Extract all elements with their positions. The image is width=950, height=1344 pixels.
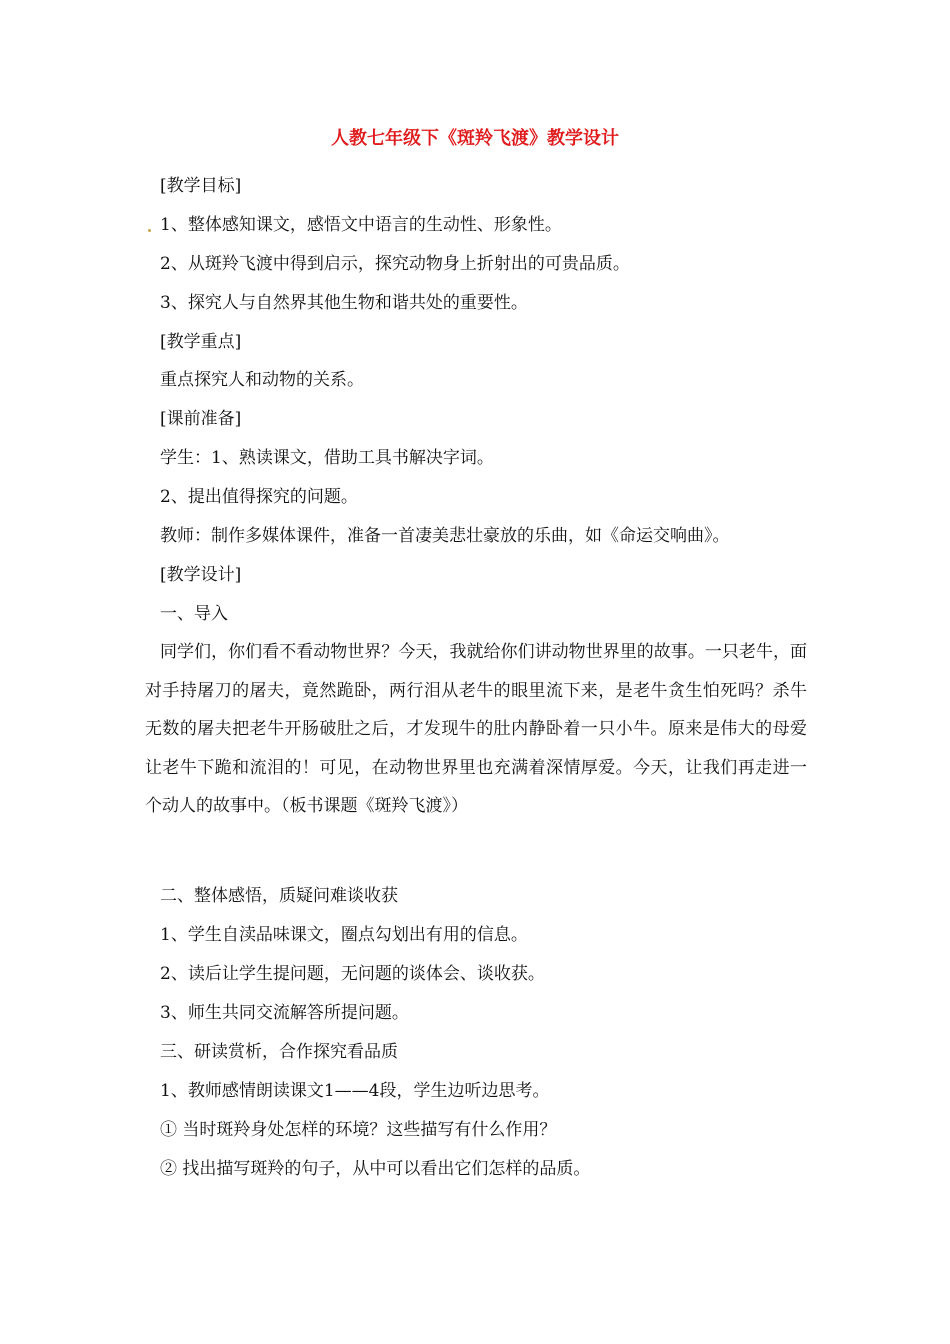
section-1-heading: 一、导入 bbox=[160, 604, 228, 624]
goal-item-1: 1、整体感知课文，感悟文中语言的生动性、形象性。 bbox=[160, 215, 562, 235]
student-preparation: 学生：1、熟读课文，借助工具书解决字词。 bbox=[160, 448, 494, 468]
section-2-item-2: 2、读后让学生提问题，无问题的谈体会、谈收获。 bbox=[160, 964, 545, 984]
heading-key-points: [教学重点] bbox=[160, 332, 242, 352]
introduction-paragraph: 同学们，你们看不看动物世界？今天，我就给你们讲动物世界里的故事。一只老牛，面对手持屠刀的屠夫，竟然跪卧，两行泪从老牛的眼里流下来，是老牛贪生怕死吗？杀牛无数的屠夫把老牛开肠破肚之后，才发现牛的肚内静卧着一只小牛。原来是伟大的母爱让老牛下跪和流泪的！可见，在动物世界里也充满着深情厚爱。今天，让我们再走进一个动人的故事中。（板书课题《斑羚飞渡》） bbox=[145, 642, 807, 816]
teacher-preparation: 教师：制作多媒体课件，准备一首凄美悲壮豪放的乐曲，如《命运交响曲》。 bbox=[160, 526, 730, 546]
question-1: ① 当时斑羚身处怎样的环境？这些描写有什么作用？ bbox=[160, 1120, 557, 1140]
heading-teaching-goals: [教学目标] bbox=[160, 176, 242, 196]
document-title: 人教七年级下《斑羚飞渡》教学设计 bbox=[331, 128, 619, 149]
section-2-heading: 二、整体感悟，质疑问难谈收获 bbox=[160, 886, 398, 906]
section-2-item-3: 3、师生共同交流解答所提问题。 bbox=[160, 1003, 409, 1023]
heading-preparation: [课前准备] bbox=[160, 409, 242, 429]
section-3-item-1: 1、教师感情朗读课文1——4段，学生边听边思考。 bbox=[160, 1081, 550, 1101]
question-2: ② 找出描写斑羚的句子，从中可以看出它们怎样的品质。 bbox=[160, 1159, 591, 1179]
section-2-item-1: 1、学生自渎品味课文，圈点勾划出有用的信息。 bbox=[160, 925, 528, 945]
heading-teaching-design: [教学设计] bbox=[160, 565, 242, 585]
goal-item-2: 2、从斑羚飞渡中得到启示，探究动物身上折射出的可贵品质。 bbox=[160, 254, 630, 274]
key-point-text: 重点探究人和动物的关系。 bbox=[160, 370, 364, 390]
section-3-heading: 三、研读赏析，合作探究看品质 bbox=[160, 1042, 398, 1062]
student-preparation-2: 2、提出值得探究的问题。 bbox=[160, 487, 358, 507]
speck-mark bbox=[148, 229, 151, 232]
goal-item-3: 3、探究人与自然界其他生物和谐共处的重要性。 bbox=[160, 293, 528, 313]
